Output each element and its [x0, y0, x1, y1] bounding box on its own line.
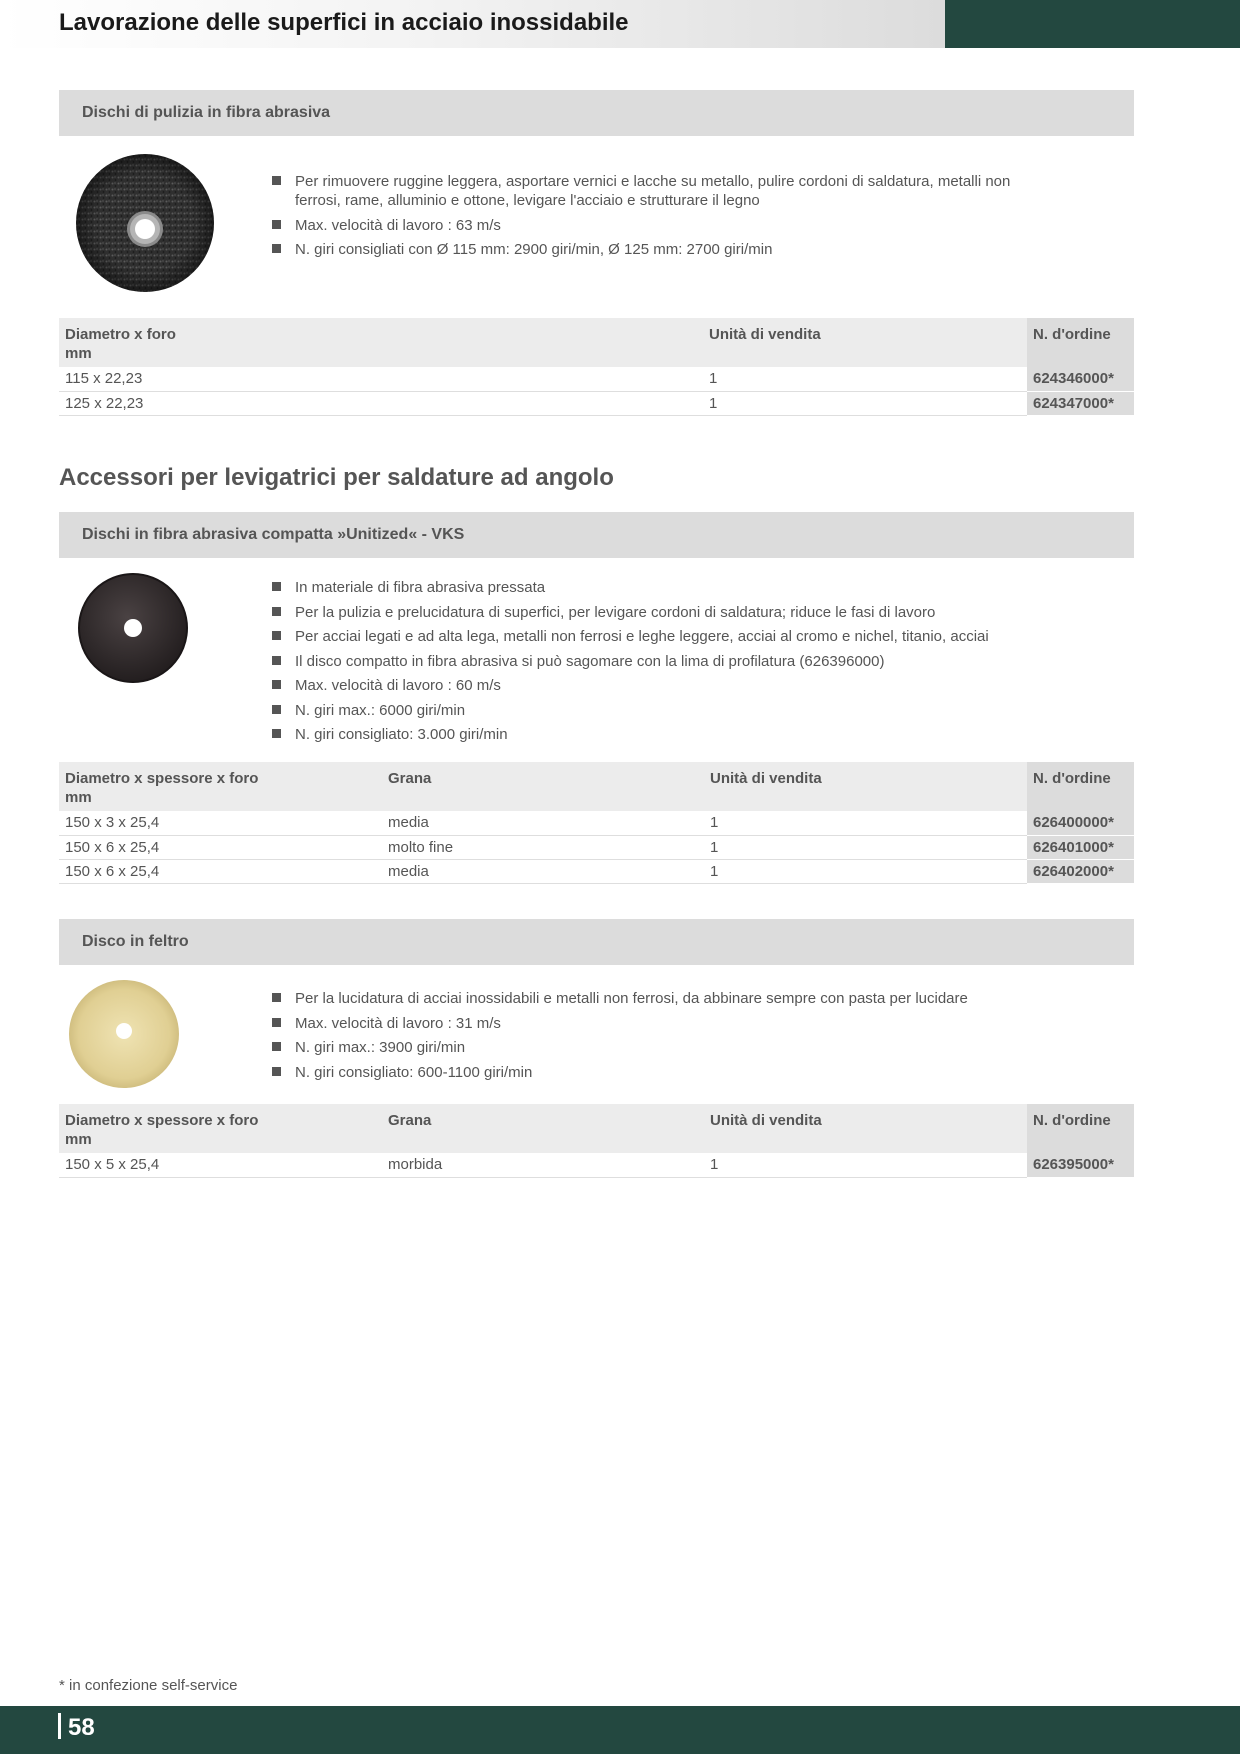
bullet-square-icon: [272, 176, 281, 185]
footnote: * in confezione self-service: [59, 1677, 238, 1694]
cell-sales-unit: 1: [703, 391, 1027, 415]
list-item: Per acciai legati e ad alta lega, metalli non ferrosi e leghe leggere, acciai al cromo e nichel, titanio, acciai: [272, 627, 1032, 646]
cell-order-number: 626402000*: [1027, 859, 1134, 883]
table-row: [59, 1153, 1134, 1177]
spec-table-cleaning-discs: [59, 318, 1134, 416]
section-title: Dischi di pulizia in fibra abrasiva: [82, 104, 331, 121]
column-header-order-number: N. d'ordine: [1027, 1104, 1134, 1153]
page-title: Lavorazione delle superfici in acciaio inossidabile: [59, 9, 629, 36]
section-heading-weld-grinders: Accessori per levigatrici per saldature ad angolo: [59, 464, 614, 491]
column-header-dimensions: Diametro x spessore x foro mm: [59, 762, 382, 811]
section-title: Dischi in fibra abrasiva compatta »Unitized« - VKS: [82, 526, 465, 543]
column-header-order-number: N. d'ordine: [1027, 762, 1134, 811]
column-header-dimensions: Diametro x spessore x foro mm: [59, 1104, 382, 1153]
bullet-square-icon: [272, 1042, 281, 1051]
list-item: Max. velocità di lavoro : 60 m/s: [272, 676, 1032, 695]
list-item: N. giri consigliati con Ø 115 mm: 2900 giri/min, Ø 125 mm: 2700 giri/min: [272, 240, 1032, 259]
cell-order-number: 626400000*: [1027, 811, 1134, 835]
bullet-square-icon: [272, 582, 281, 591]
list-item: N. giri consigliato: 600-1100 giri/min: [272, 1063, 1032, 1082]
page-header: [0, 0, 1240, 48]
table-row: [59, 367, 1134, 391]
table-header-row: [59, 1104, 1134, 1153]
cell-dimension: 125 x 22,23: [59, 391, 703, 415]
section-title: Disco in feltro: [82, 933, 189, 950]
cell-order-number: 624347000*: [1027, 391, 1134, 415]
section-band-cleaning-discs: [59, 90, 1134, 136]
table-row: [59, 859, 1134, 883]
bullet-square-icon: [272, 993, 281, 1002]
cell-order-number: 626395000*: [1027, 1153, 1134, 1177]
list-item: Per rimuovere ruggine leggera, asportare vernici e lacche su metallo, pulire cordoni di saldatura, metalli non ferrosi, rame, alluminio e ottone, levigare l'acciaio e strutturare il legno: [272, 172, 1032, 210]
list-item: Il disco compatto in fibra abrasiva si può sagomare con la lima di profilatura (626396000): [272, 652, 1032, 671]
bullet-list-unitized-discs: [272, 578, 1032, 750]
bullet-square-icon: [272, 705, 281, 714]
page-footer: [0, 1706, 1240, 1754]
column-header-sales-unit: Unità di vendita: [703, 318, 1027, 367]
list-item: Max. velocità di lavoro : 31 m/s: [272, 1014, 1032, 1033]
column-header-grain: Grana: [382, 762, 704, 811]
page-number-divider: [58, 1713, 61, 1739]
spec-table-unitized-discs: [59, 762, 1134, 884]
cell-grain: media: [382, 859, 704, 883]
cell-order-number: 624346000*: [1027, 367, 1134, 391]
bullet-square-icon: [272, 1067, 281, 1076]
column-header-diameter: Diametro x foro mm: [59, 318, 703, 367]
cell-sales-unit: 1: [704, 859, 1027, 883]
bullet-square-icon: [272, 607, 281, 616]
table-row: [59, 391, 1134, 415]
list-item: Per la lucidatura di acciai inossidabili e metalli non ferrosi, da abbinare sempre con pasta per lucidare: [272, 989, 1032, 1008]
list-item: N. giri max.: 6000 giri/min: [272, 701, 1032, 720]
cell-sales-unit: 1: [704, 1153, 1027, 1177]
bullet-square-icon: [272, 729, 281, 738]
felt-polishing-disc-image: [68, 979, 180, 1089]
column-header-sales-unit: Unità di vendita: [704, 1104, 1027, 1153]
column-header-order-number: N. d'ordine: [1027, 318, 1134, 367]
bullet-square-icon: [272, 244, 281, 253]
page-number: 58: [58, 1713, 95, 1742]
bullet-square-icon: [272, 1018, 281, 1027]
section-band-unitized-discs: [59, 512, 1134, 558]
spec-table-felt-disc: [59, 1104, 1134, 1178]
table-header-row: [59, 762, 1134, 811]
bullet-square-icon: [272, 631, 281, 640]
list-item: N. giri max.: 3900 giri/min: [272, 1038, 1032, 1057]
cell-dimension: 150 x 5 x 25,4: [59, 1153, 382, 1177]
list-item: Per la pulizia e prelucidatura di superfici, per levigare cordoni di saldatura; riduce le fasi di lavoro: [272, 603, 1032, 622]
section-band-felt-disc: [59, 919, 1134, 965]
bullet-square-icon: [272, 220, 281, 229]
cell-order-number: 626401000*: [1027, 835, 1134, 859]
cell-sales-unit: 1: [704, 811, 1027, 835]
bullet-square-icon: [272, 656, 281, 665]
cell-sales-unit: 1: [704, 835, 1027, 859]
table-header-row: [59, 318, 1134, 367]
list-item: In materiale di fibra abrasiva pressata: [272, 578, 1032, 597]
bullet-square-icon: [272, 680, 281, 689]
list-item: Max. velocità di lavoro : 63 m/s: [272, 216, 1032, 235]
dark-compact-fibre-disc-image: [78, 573, 188, 683]
cell-dimension: 150 x 6 x 25,4: [59, 835, 382, 859]
cell-dimension: 115 x 22,23: [59, 367, 703, 391]
bullet-list-cleaning-discs: [272, 172, 1032, 265]
cell-grain: morbida: [382, 1153, 704, 1177]
cell-dimension: 150 x 3 x 25,4: [59, 811, 382, 835]
cell-dimension: 150 x 6 x 25,4: [59, 859, 382, 883]
column-header-grain: Grana: [382, 1104, 704, 1153]
cell-sales-unit: 1: [703, 367, 1027, 391]
column-header-sales-unit: Unità di vendita: [704, 762, 1027, 811]
table-row: [59, 811, 1134, 835]
cell-grain: molto fine: [382, 835, 704, 859]
bullet-list-felt-disc: [272, 989, 1032, 1087]
cell-grain: media: [382, 811, 704, 835]
table-row: [59, 835, 1134, 859]
list-item: N. giri consigliato: 3.000 giri/min: [272, 725, 1032, 744]
black-abrasive-cleaning-disc-image: [75, 152, 215, 294]
header-green-block: [945, 0, 1240, 48]
